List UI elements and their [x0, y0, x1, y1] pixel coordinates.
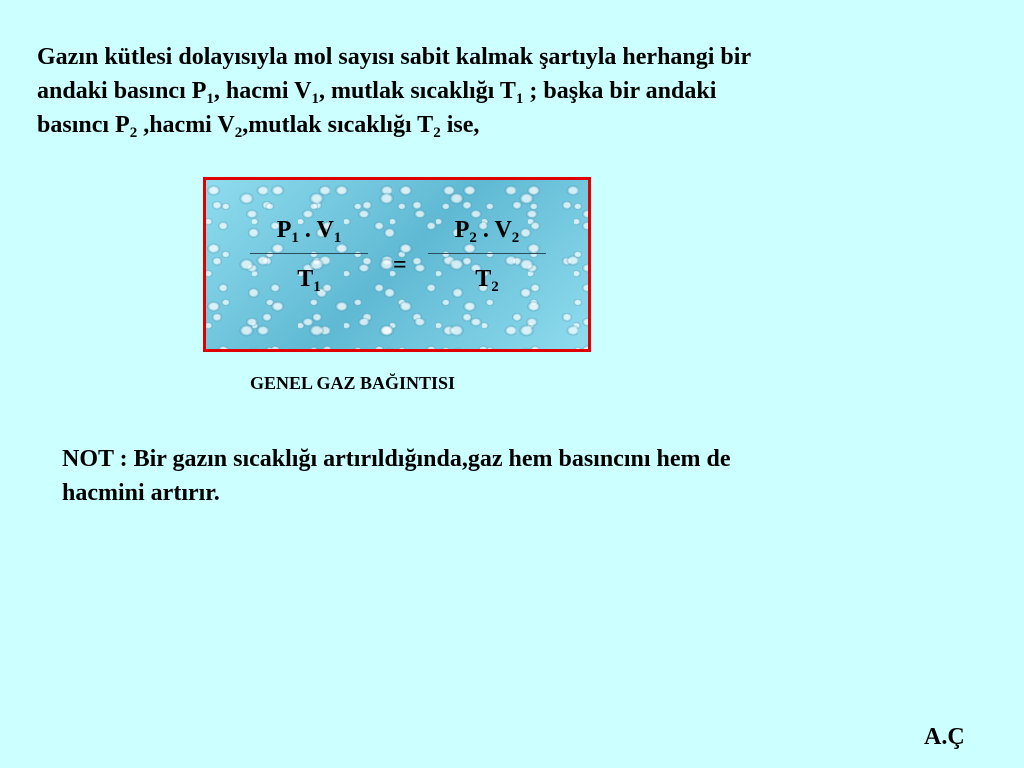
author-initials: A.Ç: [924, 724, 965, 750]
intro-line-1-text: Gazın kütlesi dolayısıyla mol sayısı sabit kalmak şartıyla herhangi bir: [37, 44, 752, 70]
subscript: 2: [511, 230, 520, 246]
left-numerator: [250, 216, 368, 244]
pressure-symbol: P: [276, 217, 292, 243]
formula-caption: GENEL GAZ BAĞINTISI: [250, 373, 456, 393]
subscript: 1: [333, 230, 342, 246]
intro-line-2: [37, 74, 937, 108]
note-line-2: hacmini artırır.: [62, 480, 220, 506]
subscript: 2: [129, 125, 138, 141]
intro-line-2-a: andaki basıncı P: [37, 78, 207, 104]
right-numerator: [428, 216, 546, 244]
dot-volume-symbol: . V: [298, 217, 334, 243]
right-denominator: [428, 265, 546, 293]
subscript: 1: [291, 230, 299, 246]
intro-line-3-d: ise,: [440, 112, 480, 138]
note-paragraph: [62, 442, 922, 510]
intro-paragraph: [37, 40, 937, 142]
subscript: 1: [311, 91, 319, 107]
subscript: 1: [206, 91, 214, 107]
left-fraction: [250, 216, 368, 293]
intro-line-2-d: ; başka bir andaki: [523, 78, 717, 104]
intro-line-3-c: ,mutlak sıcaklığı T: [242, 112, 434, 138]
intro-line-3-b: ,hacmi V: [137, 112, 235, 138]
right-fraction: [428, 216, 546, 293]
temperature-symbol: T: [297, 266, 314, 292]
subscript: 2: [469, 230, 477, 246]
fraction-bar: [250, 253, 368, 254]
subscript: 2: [491, 279, 499, 295]
temperature-symbol: T: [475, 266, 492, 292]
equals-sign: =: [393, 252, 407, 278]
fraction-bar: [428, 253, 546, 254]
intro-line-2-c: , mutlak sıcaklığı T: [318, 78, 516, 104]
subscript: 1: [515, 91, 524, 107]
subscript: 2: [433, 125, 441, 141]
subscript: 1: [313, 279, 321, 295]
gas-law-formula-box: [203, 177, 591, 352]
note-line-1: NOT : Bir gazın sıcaklığı artırıldığında,gaz hem basıncını hem de: [62, 446, 731, 472]
left-denominator: [250, 265, 368, 293]
intro-line-3-a: basıncı P: [37, 112, 130, 138]
intro-line-3: [37, 108, 937, 142]
intro-line-2-b: , hacmi V: [213, 78, 312, 104]
pressure-symbol: P: [454, 217, 470, 243]
intro-line-1: [37, 40, 937, 74]
subscript: 2: [234, 125, 243, 141]
dot-volume-symbol: . V: [476, 217, 512, 243]
